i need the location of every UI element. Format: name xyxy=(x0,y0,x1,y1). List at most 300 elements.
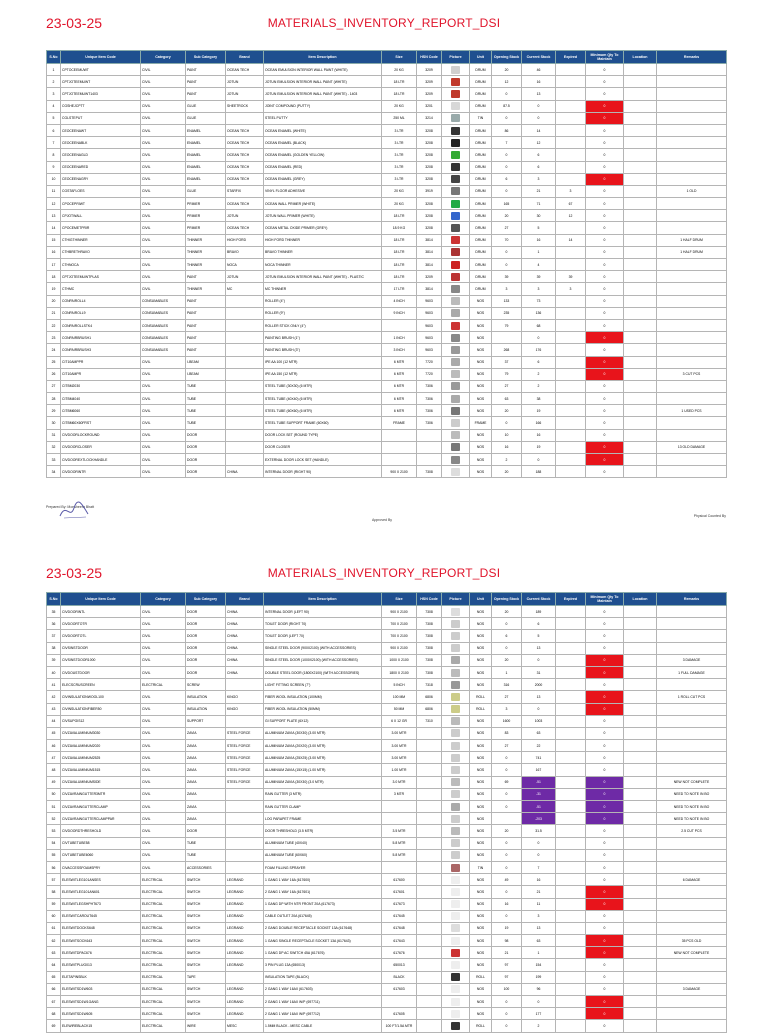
cell-expired xyxy=(556,454,586,466)
cell-minimum-qty: 0 xyxy=(586,332,624,344)
cell-location xyxy=(624,295,657,307)
cell-location xyxy=(624,654,657,666)
cell-location xyxy=(624,606,657,618)
cell-expired xyxy=(556,606,586,618)
cell-category: CIVIL xyxy=(141,234,186,246)
column-header-remarks: Remarks xyxy=(657,593,727,606)
cell-description: 1 GANG 1 WAY 16A (617600) xyxy=(264,874,382,886)
cell-opening-stock: 2 xyxy=(492,454,522,466)
cell-current-stock: 1 xyxy=(522,246,556,258)
cell-current-stock: 2000 xyxy=(522,679,556,691)
cell-location xyxy=(624,271,657,283)
cell-remarks xyxy=(657,898,727,910)
cell-opening-stock: 87.5 xyxy=(492,100,522,112)
cell-minimum-qty: 0 xyxy=(586,149,624,161)
cell-picture xyxy=(442,271,470,283)
report-title: MATERIALS_INVENTORY_REPORT_DSI xyxy=(267,16,501,30)
product-thumbnail-icon xyxy=(451,200,460,208)
cell-hsn-code: 3209 xyxy=(417,271,442,283)
cell-remarks xyxy=(657,727,727,739)
cell-category: CONSUMABLES xyxy=(141,319,186,331)
cell-picture xyxy=(442,417,470,429)
cell-picture xyxy=(442,630,470,642)
column-header-description: Item Description xyxy=(264,593,382,606)
cell-picture xyxy=(442,344,470,356)
product-thumbnail-icon xyxy=(451,1022,460,1030)
cell-minimum-qty: 0 xyxy=(586,356,624,368)
cell-remarks xyxy=(657,356,727,368)
cell-sno: 31 xyxy=(47,429,61,441)
cell-category: ELECTRICAL xyxy=(141,959,186,971)
cell-item-code: ELESWITSD1W1GANG xyxy=(61,996,141,1008)
cell-remarks xyxy=(657,971,727,983)
cell-hsn-code: 7306 xyxy=(417,417,442,429)
cell-hsn-code: 7306 xyxy=(417,393,442,405)
table-row xyxy=(47,380,727,392)
cell-sub-category: DOOR xyxy=(186,466,226,478)
cell-description: SINGLE STEEL DOOR (900X2100) (WITH ACCESSORIES) xyxy=(264,642,382,654)
table-row xyxy=(47,691,727,703)
report-page-2 xyxy=(0,560,768,1028)
cell-sub-category: SWITCH xyxy=(186,996,226,1008)
cell-sub-category: ZAVIA xyxy=(186,801,226,813)
cell-unit: DRUM xyxy=(470,198,492,210)
product-thumbnail-icon xyxy=(451,632,460,640)
cell-description: STEEL TUBE (40X40) (6 MTR) xyxy=(264,393,382,405)
cell-current-stock: 6 xyxy=(522,618,556,630)
cell-brand xyxy=(226,295,264,307)
cell-item-code: CPTJOTEEMUWT1403 xyxy=(61,88,141,100)
cell-category: CIVIL xyxy=(141,813,186,825)
column-header-sub-category: Sub Category xyxy=(186,51,226,64)
cell-description: ALUMINIUM TUBE (60X60) xyxy=(264,849,382,861)
cell-item-code: CIVSINSTDOOR1000 xyxy=(61,654,141,666)
table-row xyxy=(47,776,727,788)
cell-remarks: NEED TO NOTE IN BO xyxy=(657,788,727,800)
product-thumbnail-icon xyxy=(451,912,460,920)
signature-mark xyxy=(58,500,92,522)
cell-sno: 34 xyxy=(47,466,61,478)
product-thumbnail-icon xyxy=(451,998,460,1006)
cell-minimum-qty: 0 xyxy=(586,703,624,715)
column-header-hsn-code: HSN Code xyxy=(417,51,442,64)
cell-hsn-code xyxy=(417,788,442,800)
cell-expired xyxy=(556,788,586,800)
product-thumbnail-icon xyxy=(451,236,460,244)
cell-size: 617605 xyxy=(382,1008,417,1020)
table-row xyxy=(47,703,727,715)
cell-remarks xyxy=(657,679,727,691)
cell-sno: 26 xyxy=(47,368,61,380)
column-header-current-stock: Current Stock xyxy=(522,51,556,64)
cell-picture xyxy=(442,356,470,368)
table-row xyxy=(47,849,727,861)
cell-picture xyxy=(442,259,470,271)
cell-expired xyxy=(556,996,586,1008)
cell-unit: DRUM xyxy=(470,185,492,197)
cell-opening-stock: 268 xyxy=(492,344,522,356)
cell-picture xyxy=(442,642,470,654)
cell-expired xyxy=(556,630,586,642)
cell-expired xyxy=(556,813,586,825)
cell-minimum-qty: 0 xyxy=(586,259,624,271)
cell-description: DOUBLE STEEL DOOR (1800X2100) (WITH ACCESSORIES) xyxy=(264,666,382,678)
cell-sno: 9 xyxy=(47,161,61,173)
cell-description: OCEAN ENAMEL (GOLDEN YELLOW) xyxy=(264,149,382,161)
cell-size: 18 LTR xyxy=(382,271,417,283)
cell-location xyxy=(624,666,657,678)
cell-category: CIVIL xyxy=(141,740,186,752)
cell-opening-stock: 165 xyxy=(492,198,522,210)
table-row xyxy=(47,922,727,934)
cell-item-code: CIT10AMPPR xyxy=(61,356,141,368)
cell-expired xyxy=(556,727,586,739)
cell-brand: KINGO xyxy=(226,691,264,703)
cell-minimum-qty: 0 xyxy=(586,405,624,417)
cell-hsn-code xyxy=(417,727,442,739)
cell-current-stock: 1 xyxy=(522,947,556,959)
table-row xyxy=(47,727,727,739)
cell-category: CIVIL xyxy=(141,222,186,234)
cell-expired xyxy=(556,691,586,703)
cell-unit: DRUM xyxy=(470,137,492,149)
column-header-hsn-code: HSN Code xyxy=(417,593,442,606)
cell-size xyxy=(382,861,417,873)
cell-item-code: CPOCEMETPRIR xyxy=(61,222,141,234)
cell-remarks xyxy=(657,715,727,727)
cell-category: CIVIL xyxy=(141,454,186,466)
cell-sub-category: SWITCH xyxy=(186,1008,226,1020)
cell-current-stock: 154 xyxy=(522,959,556,971)
cell-brand xyxy=(226,368,264,380)
cell-hsn-code: 3208 xyxy=(417,149,442,161)
column-header-sno: S.No xyxy=(47,593,61,606)
cell-category: ELECTRICAL xyxy=(141,935,186,947)
cell-sno: 50 xyxy=(47,788,61,800)
cell-minimum-qty: 0 xyxy=(586,666,624,678)
cell-item-code: CEOCEENAGLD xyxy=(61,149,141,161)
cell-description: 2 GANG DOUBLE RECEPTACLE SOCKET 13A (617648) xyxy=(264,922,382,934)
cell-minimum-qty: 0 xyxy=(586,185,624,197)
cell-description: ROLLER (4") xyxy=(264,295,382,307)
cell-picture xyxy=(442,112,470,124)
cell-expired xyxy=(556,246,586,258)
cell-sno: 17 xyxy=(47,259,61,271)
table-row xyxy=(47,654,727,666)
cell-item-code: CIVTUBETUBE58 xyxy=(61,837,141,849)
cell-hsn-code: 7310 xyxy=(417,715,442,727)
cell-opening-stock: 100 xyxy=(492,983,522,995)
cell-size: 50 MM xyxy=(382,703,417,715)
cell-sub-category: I-BEAM xyxy=(186,368,226,380)
cell-sub-category: SWITCH xyxy=(186,898,226,910)
cell-current-stock: 13 xyxy=(522,642,556,654)
cell-current-stock: 0 xyxy=(522,996,556,1008)
cell-sub-category: DOOR xyxy=(186,429,226,441)
cell-sub-category: ENAMEL xyxy=(186,149,226,161)
product-thumbnail-icon xyxy=(451,839,460,847)
cell-current-stock: 38 xyxy=(522,393,556,405)
cell-picture xyxy=(442,801,470,813)
product-thumbnail-icon xyxy=(451,888,460,896)
cell-opening-stock: 69 xyxy=(492,776,522,788)
cell-item-code: CIVDOORTOTL xyxy=(61,630,141,642)
cell-sub-category: ENAMEL xyxy=(186,161,226,173)
cell-remarks xyxy=(657,1008,727,1020)
cell-category: CIVIL xyxy=(141,246,186,258)
cell-opening-stock: 0 xyxy=(492,88,522,100)
cell-brand: JOTUN xyxy=(226,76,264,88)
product-thumbnail-icon xyxy=(451,924,460,932)
cell-unit: NOS xyxy=(470,319,492,331)
cell-location xyxy=(624,76,657,88)
cell-location xyxy=(624,429,657,441)
cell-picture xyxy=(442,947,470,959)
cell-opening-stock: 20 xyxy=(492,210,522,222)
cell-sub-category: DOOR xyxy=(186,654,226,666)
cell-expired xyxy=(556,1020,586,1032)
cell-location xyxy=(624,319,657,331)
cell-hsn-code: 3919 xyxy=(417,185,442,197)
cell-picture xyxy=(442,715,470,727)
cell-category: CIVIL xyxy=(141,259,186,271)
cell-current-stock: 13 xyxy=(522,922,556,934)
cell-sub-category: DOOR xyxy=(186,825,226,837)
cell-sub-category: TUBE xyxy=(186,393,226,405)
cell-location xyxy=(624,679,657,691)
cell-minimum-qty: 0 xyxy=(586,752,624,764)
cell-location xyxy=(624,64,657,76)
cell-picture xyxy=(442,679,470,691)
cell-unit: ROLL xyxy=(470,691,492,703)
cell-unit: NOS xyxy=(470,922,492,934)
product-thumbnail-icon xyxy=(451,443,460,451)
cell-hsn-code: 9603 xyxy=(417,332,442,344)
cell-sub-category: ZAVIA xyxy=(186,813,226,825)
cell-current-stock: 7 xyxy=(522,861,556,873)
cell-picture xyxy=(442,368,470,380)
cell-size: 900 X 2100 xyxy=(382,606,417,618)
cell-picture xyxy=(442,454,470,466)
product-thumbnail-icon xyxy=(451,66,460,74)
cell-unit: NOS xyxy=(470,356,492,368)
cell-location xyxy=(624,380,657,392)
cell-description: HIGH FORD THINNER xyxy=(264,234,382,246)
cell-description: STEEL TUBE SUPPORT FRAME (60X60) xyxy=(264,417,382,429)
cell-minimum-qty: 0 xyxy=(586,837,624,849)
cell-location xyxy=(624,947,657,959)
cell-unit: DRUM xyxy=(470,222,492,234)
table-row xyxy=(47,801,727,813)
cell-item-code: ELESWITLEG101ANSES xyxy=(61,874,141,886)
cell-unit: NOS xyxy=(470,441,492,453)
cell-size: 6 MTR xyxy=(382,380,417,392)
cell-minimum-qty: 0 xyxy=(586,947,624,959)
cell-picture xyxy=(442,727,470,739)
cell-hsn-code xyxy=(417,441,442,453)
cell-category: CIVIL xyxy=(141,837,186,849)
cell-opening-stock: 0 xyxy=(492,886,522,898)
cell-description: INTERNAL DOOR (RIGHT 90) xyxy=(264,466,382,478)
cell-category: CIVIL xyxy=(141,417,186,429)
cell-picture xyxy=(442,898,470,910)
cell-description: RAIN GUTTER (3 MTR) xyxy=(264,788,382,800)
approved-by-label: Approved By xyxy=(372,518,393,522)
cell-sno: 67 xyxy=(47,996,61,1008)
cell-size: 617603 xyxy=(382,983,417,995)
cell-hsn-code: 7720 xyxy=(417,368,442,380)
cell-unit: NOS xyxy=(470,947,492,959)
cell-minimum-qty: 0 xyxy=(586,764,624,776)
table-row xyxy=(47,861,727,873)
cell-brand: STEEL FORCE xyxy=(226,752,264,764)
table-row xyxy=(47,332,727,344)
cell-category: ELECTRICAL xyxy=(141,910,186,922)
cell-opening-stock: 19 xyxy=(492,922,522,934)
cell-expired xyxy=(556,88,586,100)
cell-current-stock: 5 xyxy=(522,630,556,642)
cell-current-stock: 13 xyxy=(522,691,556,703)
cell-expired xyxy=(556,64,586,76)
product-thumbnail-icon xyxy=(451,827,460,835)
cell-location xyxy=(624,813,657,825)
cell-picture xyxy=(442,861,470,873)
cell-unit: ROLL xyxy=(470,703,492,715)
cell-item-code: CEOCEENARED xyxy=(61,161,141,173)
cell-hsn-code: 3208 xyxy=(417,137,442,149)
cell-expired xyxy=(556,222,586,234)
cell-minimum-qty: 0 xyxy=(586,393,624,405)
cell-category: CIVIL xyxy=(141,606,186,618)
cell-hsn-code: 3208 xyxy=(417,161,442,173)
cell-opening-stock: 79 xyxy=(492,319,522,331)
cell-category: CIVIL xyxy=(141,380,186,392)
cell-unit: NOS xyxy=(470,813,492,825)
cell-sub-category: PAINT xyxy=(186,319,226,331)
table-row xyxy=(47,996,727,1008)
cell-unit: NOS xyxy=(470,405,492,417)
cell-picture xyxy=(442,849,470,861)
cell-sub-category: PAINT xyxy=(186,76,226,88)
cell-remarks: 1 ROLL CUT PCS xyxy=(657,691,727,703)
cell-picture xyxy=(442,246,470,258)
cell-unit: NOS xyxy=(470,642,492,654)
cell-category: ELECTRICAL xyxy=(141,886,186,898)
table-row xyxy=(47,1020,727,1032)
cell-opening-stock: 0 xyxy=(492,185,522,197)
cell-brand: OCEAN TECH xyxy=(226,149,264,161)
cell-expired xyxy=(556,983,586,995)
cell-item-code: CIVDOORCLOSER xyxy=(61,441,141,453)
cell-item-code: CEOCEENAGRY xyxy=(61,173,141,185)
cell-expired xyxy=(556,764,586,776)
cell-size: 3.5 MTR xyxy=(382,825,417,837)
cell-size: 900 X 2100 xyxy=(382,466,417,478)
cell-brand xyxy=(226,454,264,466)
cell-picture xyxy=(442,752,470,764)
cell-brand xyxy=(226,861,264,873)
cell-brand: LEGRAND xyxy=(226,886,264,898)
cell-picture xyxy=(442,307,470,319)
cell-remarks: 1 OLD xyxy=(657,185,727,197)
table-row xyxy=(47,185,727,197)
cell-size: 18 LTR xyxy=(382,210,417,222)
inventory-table xyxy=(46,50,727,478)
cell-sno: 25 xyxy=(47,356,61,368)
cell-minimum-qty: 0 xyxy=(586,344,624,356)
cell-item-code: ELESWITSOCK643 xyxy=(61,935,141,947)
cell-brand: STEEL FORCE xyxy=(226,727,264,739)
cell-location xyxy=(624,886,657,898)
product-thumbnail-icon xyxy=(451,644,460,652)
cell-sub-category: GLUE xyxy=(186,100,226,112)
cell-description: ALUMINIUM ZAVIA (25X25) (3.00 MTR) xyxy=(264,752,382,764)
cell-sub-category: ENAMEL xyxy=(186,124,226,136)
product-thumbnail-icon xyxy=(451,395,460,403)
table-row xyxy=(47,910,727,922)
cell-current-stock: 46 xyxy=(522,64,556,76)
cell-current-stock: 0 xyxy=(522,849,556,861)
cell-location xyxy=(624,454,657,466)
cell-remarks: 3 DAMAGE xyxy=(657,654,727,666)
cell-location xyxy=(624,246,657,258)
cell-category: CIVIL xyxy=(141,788,186,800)
cell-expired xyxy=(556,922,586,934)
cell-item-code: CITBM2030 xyxy=(61,380,141,392)
product-thumbnail-icon xyxy=(451,705,460,713)
cell-size: 900 X 2100 xyxy=(382,642,417,654)
cell-remarks xyxy=(657,703,727,715)
cell-sno: 49 xyxy=(47,776,61,788)
cell-description: BRAVO THINNER xyxy=(264,246,382,258)
cell-unit: NOS xyxy=(470,825,492,837)
cell-remarks: NEW NOT COMPLETE xyxy=(657,776,727,788)
cell-location xyxy=(624,861,657,873)
cell-hsn-code: 3209 xyxy=(417,76,442,88)
table-row xyxy=(47,417,727,429)
cell-item-code: CONPAIRBRUSH1 xyxy=(61,332,141,344)
cell-size: 6 MTR xyxy=(382,393,417,405)
cell-size: 617601 xyxy=(382,886,417,898)
cell-category: ELECTRICAL xyxy=(141,971,186,983)
cell-current-stock: 14 xyxy=(522,124,556,136)
cell-expired xyxy=(556,344,586,356)
column-header-brand: Brand xyxy=(226,51,264,64)
cell-description: IPE AA 150 (12 MTR) xyxy=(264,368,382,380)
cell-remarks xyxy=(657,332,727,344)
table-row xyxy=(47,618,727,630)
cell-unit: NOS xyxy=(470,454,492,466)
cell-current-stock: 199 xyxy=(522,971,556,983)
cell-hsn-code: 9603 xyxy=(417,295,442,307)
cell-opening-stock: 0 xyxy=(492,618,522,630)
cell-hsn-code xyxy=(417,849,442,861)
cell-sub-category: ZAVIA xyxy=(186,788,226,800)
cell-size: 18 LTR xyxy=(382,76,417,88)
cell-sub-category: PAINT xyxy=(186,344,226,356)
cell-expired: 3 xyxy=(556,185,586,197)
cell-expired xyxy=(556,935,586,947)
cell-remarks xyxy=(657,454,727,466)
cell-brand xyxy=(226,332,264,344)
cell-location xyxy=(624,922,657,934)
cell-unit: NOS xyxy=(470,959,492,971)
cell-current-stock: 136 xyxy=(522,307,556,319)
table-row xyxy=(47,429,727,441)
cell-size: 17 LTR xyxy=(382,283,417,295)
cell-picture xyxy=(442,380,470,392)
column-header-remarks: Remarks xyxy=(657,51,727,64)
